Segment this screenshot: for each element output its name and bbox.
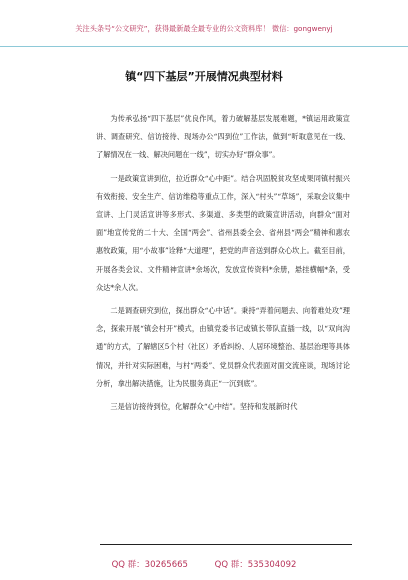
footer-contacts [0, 558, 408, 570]
paragraph-policy: 一是政策宣讲到位，拉近群众“心中距”。结合巩固脱贫攻坚成果同镇村振兴有效衔接、安全生产、信访维稳等重点工作，深入“村头”“草场”，采取会议集中宣讲、上门灵活宣讲等多形式、多渠道、多类型的政策宣讲活动，向群众“面对面”地宣传党的二十大、全国“两会”、省州县委全会、省州县“两会”精神和惠农惠牧政策，用“小故事”诠释“大道理”，把党的声音送到群众心坎上。截至目前，开展各类会议、文件精神宣讲*余场次，发放宣传资料*余册，悬挂横幅*条，受众达*余人次。 [96, 173, 350, 292]
paragraph-petition: 三是信访接待到位，化解群众“心中结”。坚持和发展新时代 [110, 402, 298, 412]
footer-qq-group-1: QQ 群：30265665 [111, 560, 188, 570]
document-title: 镇“四下基层”开展情况典型材料 [125, 70, 283, 83]
document-body [96, 110, 350, 421]
paragraph-intro: 为传承弘扬“四下基层”优良作风，着力破解基层发展难题，*镇运用政策宣讲、调查研究、信访接待、现场办公“四到位”工作法，做到“听取意见在一线、了解情况在一线、解决问题在一线”，切实办好“群众事”。 [96, 114, 350, 160]
page-footer [0, 536, 408, 580]
page-header [0, 0, 408, 47]
footer-divider [100, 544, 352, 545]
paragraph-research: 二是调查研究到位，探出群众“心中话”。秉持“弄着问题去、向着难处攻”理念，探索开展“镇会村开”模式，由镇党委书记或镇长带队直插一线，以“双向沟通”的方式，了解辖区5个村（社区）矛盾纠纷、人居环境整治、基层治理等具体情况，并针对实际困难，与村“两委”、党员群众代表面对面交流座谈，现场讨论分析，拿出解决措施，让为民服务真正“一沉到底”。 [96, 306, 350, 388]
footer-qq-group-2: QQ 群：535304092 [214, 560, 297, 570]
header-banner: 关注头条号“公文研究”，获得最新最全最专业的公文资料库！ 微信：gongwenyj [75, 24, 333, 33]
